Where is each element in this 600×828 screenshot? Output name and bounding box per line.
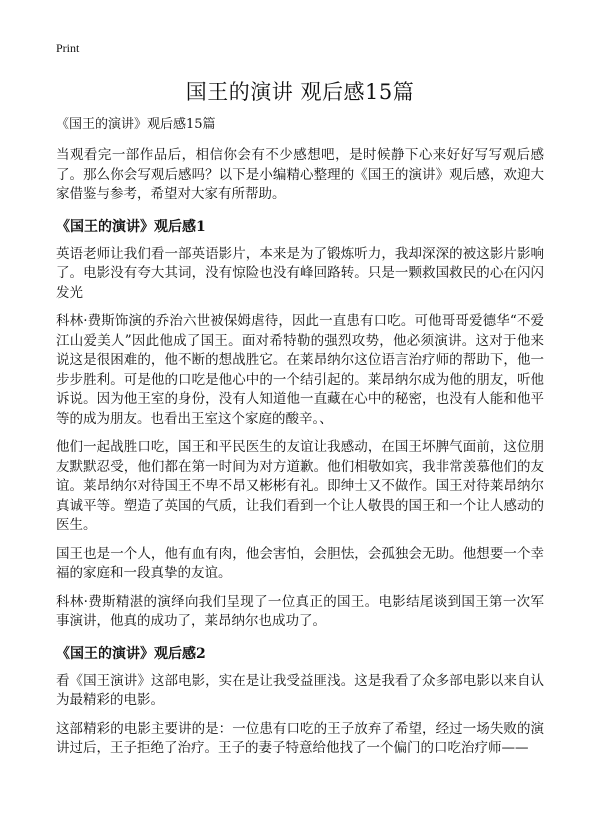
paragraph: 科林·费斯饰演的乔治六世被保姆虐待，因此一直患有口吃。可他哥哥爱德华“不爱江山爱美人”因此他成了国王。面对希特勒的强烈攻势，他必须演讲。这对于他来说这是很困难的，他不断的想战胜它。在莱昂纳尔这位语言治疗师的帮助下，他一步步胜利。可是他的口吃是他心中的一个结引起的。莱昂纳尔成为他的朋友，听他诉说。因为他王室的身份，没有人知道他一直藏在心中的秘密，也没有人能和他平等的成为朋友。也看出王室这个家庭的酸辛。、 <box>56 313 544 427</box>
paragraph: 科林·费斯精湛的演绎向我们呈现了一位真正的国王。电影结尾谈到国王第一次军事演讲，他真的成功了，莱昂纳尔也成功了。 <box>56 593 544 629</box>
intro-paragraph: 当观看完一部作品后，相信你会有不少感想吧，是时候静下心来好好写写观后感了。那么你会写观后感吗？以下是小编精心整理的《国王的演讲》观后感，欢迎大家借鉴与参考，希望对大家有所帮助。 <box>56 147 544 202</box>
paragraph: 这部精彩的电影主要讲的是：一位患有口吃的王子放弃了希望，经过一场失败的演讲过后，王子拒绝了治疗。王子的妻子特意给他找了一个偏门的口吃治疗师—— <box>56 720 544 756</box>
section-2 <box>56 644 544 759</box>
document-title: 国王的演讲 观后感15篇 <box>185 80 415 104</box>
section-heading: 《国王的演讲》观后感1 <box>56 218 206 235</box>
paragraph: 看《国王演讲》这部电影，实在是让我受益匪浅。这是我看了众多部电影以来自认为最精彩的电影。 <box>56 672 544 708</box>
document-subtitle: 《国王的演讲》观后感15篇 <box>56 117 216 132</box>
paragraph: 英语老师让我们看一部英语影片，本来是为了锻炼听力，我却深深的被这影片影响了。电影没有夸大其词，没有惊险也没有峰回路转。只是一颗救国救民的心在闪闪发光 <box>56 245 544 301</box>
paragraph: 他们一起战胜口吃，国王和平民医生的友谊让我感动，在国王坏脾气面前，这位朋友默默忍受，他们都在第一时间为对方道歉。他们相敬如宾，我非常羡慕他们的友谊。莱昂纳尔对待国王不卑不昂又彬彬有礼。即绅士又不做作。国王对待莱昂纳尔真诚平等。塑造了英国的气质，让我们看到一个让人敬畏的国王和一个让人感动的医生。 <box>56 439 544 533</box>
print-label[interactable]: Print <box>56 41 80 55</box>
section-heading: 《国王的演讲》观后感2 <box>56 645 206 662</box>
paragraph: 国王也是一个人，他有血有肉，他会害怕，会胆怯，会孤独会无助。他想要一个幸福的家庭和一段真挚的友谊。 <box>56 545 544 581</box>
section-1 <box>56 217 544 632</box>
